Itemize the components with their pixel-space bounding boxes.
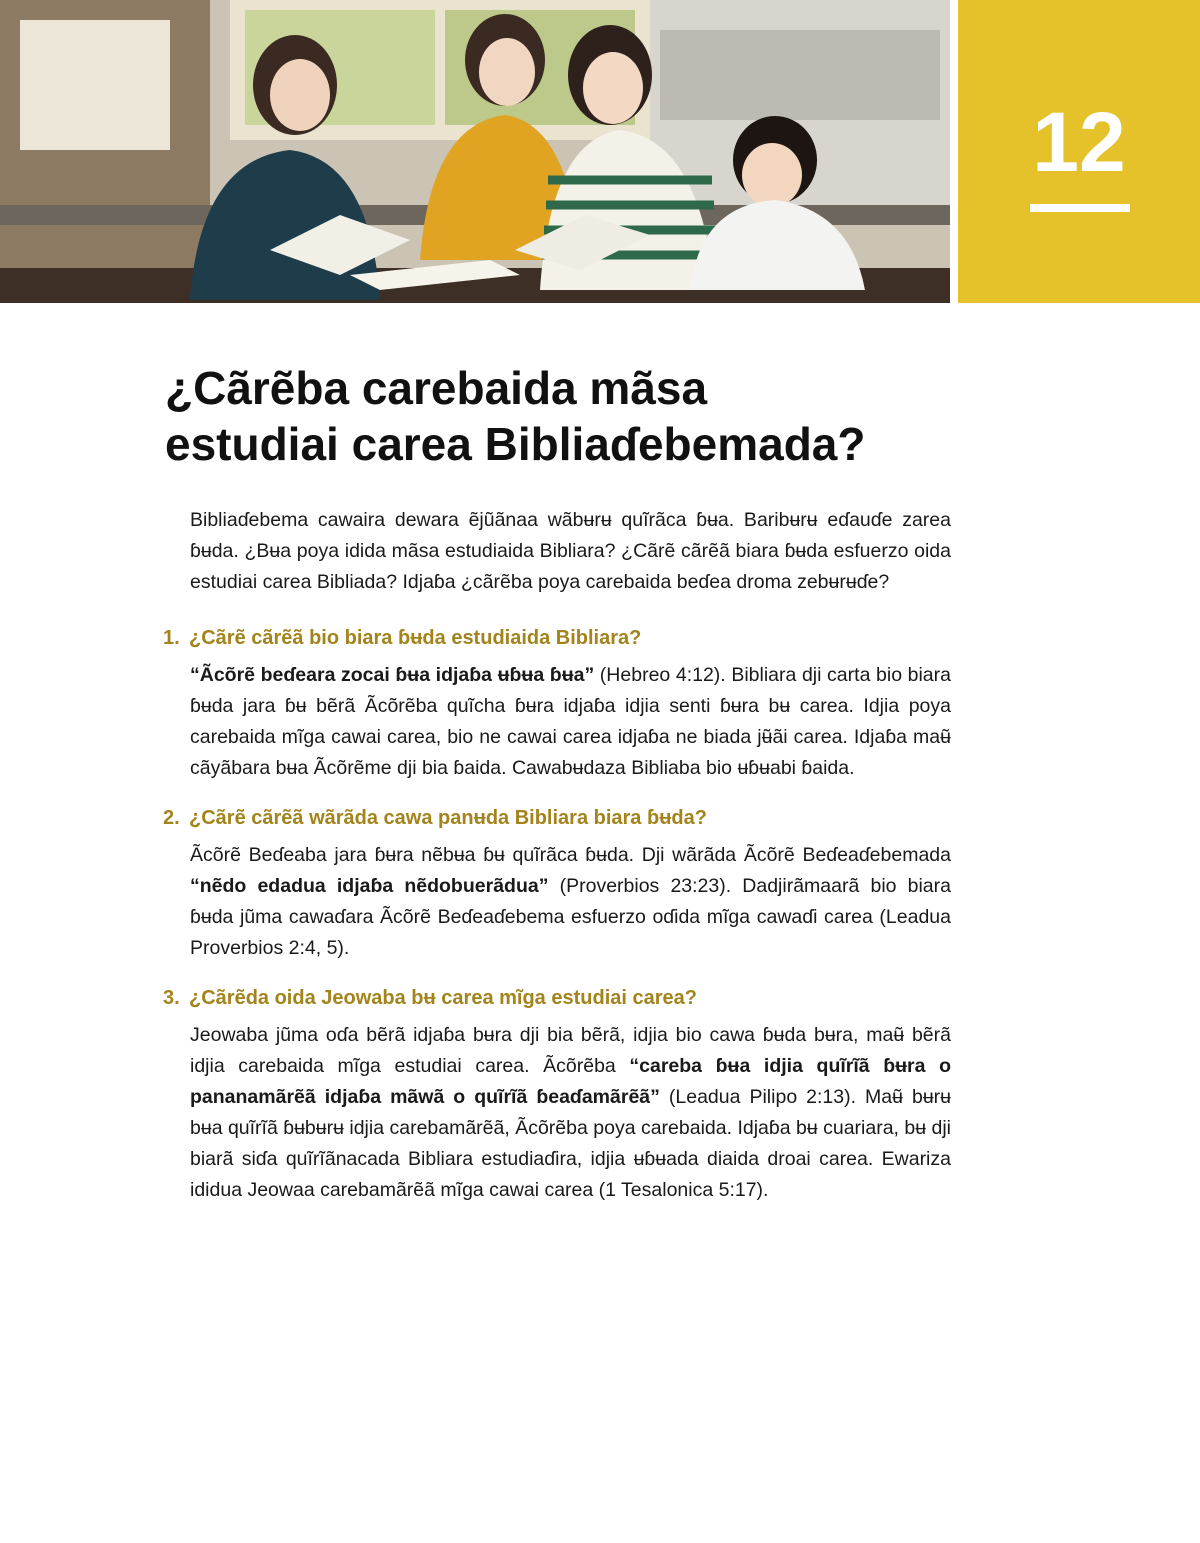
question-3-number: 3. xyxy=(163,987,180,1009)
page-title xyxy=(165,360,1045,472)
answer-2 xyxy=(190,840,951,964)
question-2 xyxy=(163,804,951,832)
lesson-number: 12 xyxy=(1032,95,1126,189)
question-1-text: ¿Cãrẽ cãrẽã bio biara ɓʉda estudiaida Bibliara? xyxy=(189,627,642,649)
lesson-content xyxy=(163,505,951,1206)
intro-paragraph: Bibliaɗebema cawaira dewara ẽjũãnaa wãbʉrʉ quĩrãca ɓʉa. Baribʉrʉ eɗauɗe zarea ɓʉda. ¿Bʉa poya idida mãsa estudiaida Bibliara? ¿Cãrẽ cãrẽã biara ɓʉda esfuerzo oida estudiai carea Bibliada? Idjaɓa ¿cãrẽba poya carebaida beɗea droma zebʉrʉɗe? xyxy=(190,509,951,593)
lesson-badge xyxy=(958,0,1200,303)
header-photo xyxy=(0,0,950,303)
question-3-text: ¿Cãrẽda oida Jeowaba bʉ carea mĩga estudiai carea? xyxy=(189,987,697,1009)
family-bible-study-illustration xyxy=(0,0,950,303)
question-1-number: 1. xyxy=(163,627,180,649)
answer-1-text: (Hebreo 4:12). Bibliara dji carta bio biara ɓʉda jara ɓʉ bẽrã Ãcõrẽba quĩcha ɓʉra idjaɓa idjia senti ɓʉra bʉ carea. Idjia poya carebaida mĩga cawai carea, bio ne cawai carea idjaɓa ne biada jʉ̃ãi carea. Idjaɓa maʉ̃ cãyãbara bʉa Ãcõrẽme dji bia ɓaida. Cawabʉdaza Bibliaba bio ʉɓʉabi ɓaida. xyxy=(190,664,951,779)
title-line-1: ¿Cãrẽba carebaida mãsa xyxy=(165,362,708,414)
question-2-text: ¿Cãrẽ cãrẽã wãrãda cawa panʉda Bibliara biara ɓʉda? xyxy=(189,807,707,829)
answer-3 xyxy=(190,1020,951,1206)
answer-1 xyxy=(190,660,951,784)
question-3 xyxy=(163,984,951,1012)
title-line-2: estudiai carea Bibliaɗebemada? xyxy=(165,418,866,470)
answer-3-quote: “careba ɓʉa idjia quĩrĩã ɓʉra o pananamãrẽã idjaɓa mãwã o quĩrĩã ɓeaɗamãrẽã” xyxy=(190,1055,952,1108)
answer-1-quote: “Ãcõrẽ beɗeara zocai ɓʉa idjaɓa ʉɓʉa ɓʉa” xyxy=(190,664,595,686)
answer-3-text-before: Jeowaba jũma oɗa bẽrã idjaɓa bʉra dji bia bẽrã, idjia bio cawa ɓʉda bʉra, maʉ̃ bẽrã idjia carebaida mĩga estudiai carea. Ãcõrẽba xyxy=(190,1024,951,1077)
lesson-number-underline xyxy=(1030,204,1130,212)
question-1 xyxy=(163,624,951,652)
answer-3-text-after: (Leadua Pilipo 2:13). Maʉ̃ bʉrʉ bʉa quĩrĩã ɓʉbʉrʉ idjia carebamãrẽã, Ãcõrẽba poya carebaida. Idjaɓa bʉ cuariara, bʉ dji biarã siɗa quĩrĩãnacada Bibliara estudiaɗira, idjia ʉɓʉada diaida droai carea. Ewariza ididua Jeowaa carebamãrẽã mĩga cawai carea (1 Tesalonica 5:17). xyxy=(190,1086,952,1201)
answer-2-quote: “nẽdo edadua idjaɓa nẽdobuerãdua” xyxy=(190,875,549,897)
answer-2-text-before: Ãcõrẽ Beɗeaba jara ɓʉra nẽbʉa ɓʉ quĩrãca ɓʉda. Dji wãrãda Ãcõrẽ Beɗeaɗebemada xyxy=(190,844,951,866)
question-2-number: 2. xyxy=(163,807,180,829)
answer-2-text-after: (Proverbios 23:23). Dadjirãmaarã bio biara ɓʉda jũma cawaɗara Ãcõrẽ Beɗeaɗebema esfuerzo oɗida mĩga cawaɗi carea (Leadua Proverbios 2:4, 5). xyxy=(190,875,951,959)
